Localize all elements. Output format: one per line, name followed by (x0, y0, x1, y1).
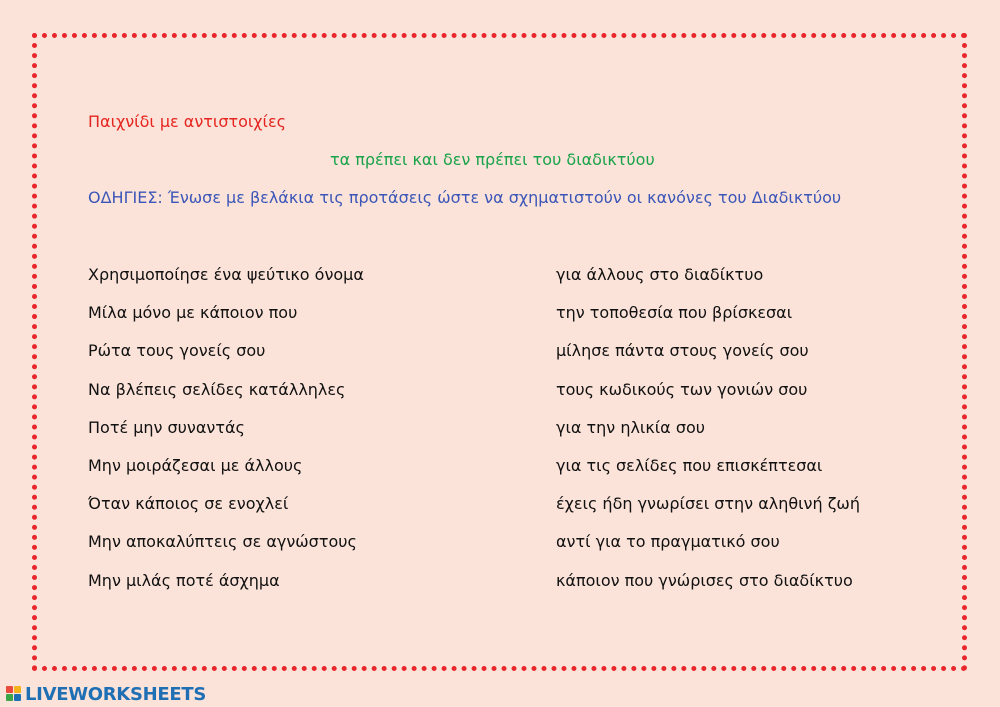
right-phrase-2[interactable]: την τοποθεσία που βρίσκεσαι (556, 303, 793, 323)
left-phrase-9[interactable]: Μην μιλάς ποτέ άσχημα (88, 570, 280, 590)
left-phrase-6[interactable]: Μην μοιράζεσαι με άλλους (88, 455, 303, 475)
liveworksheets-mark-icon (6, 686, 22, 702)
right-phrases-list (556, 263, 860, 607)
left-phrase-1[interactable]: Χρησιμοποίησε ένα ψεύτικο όνομα (88, 265, 364, 284)
right-phrase-4[interactable]: τους κωδικούς των γονιών σου (556, 379, 808, 399)
worksheet-title: Παιχνίδι με αντιστοιχίες (88, 112, 286, 131)
worksheet-subtitle: τα πρέπει και δεν πρέπει του διαδικτύου (330, 150, 655, 169)
right-phrase-7[interactable]: έχεις ήδη γνωρίσει στην αληθινή ζωή (556, 494, 860, 514)
left-phrase-7[interactable]: Όταν κάποιος σε ενοχλεί (88, 494, 289, 514)
left-phrase-5[interactable]: Ποτέ μην συναντάς (88, 417, 245, 437)
left-phrase-2[interactable]: Μίλα μόνο με κάποιον που (88, 303, 298, 323)
right-phrase-8[interactable]: αντί για το πραγματικό σου (556, 532, 780, 552)
left-phrase-3[interactable]: Ρώτα τους γονείς σου (88, 341, 266, 361)
worksheet-instructions: ΟΔΗΓΙΕΣ: Ένωσε με βελάκια τις προτάσεις ώστε να σχηματιστούν οι κανόνες του Διαδικτύου (88, 188, 842, 207)
right-phrase-9[interactable]: κάποιον που γνώρισες στο διαδίκτυο (556, 570, 853, 590)
liveworksheets-logo (6, 684, 206, 704)
left-phrases-list (88, 263, 364, 607)
left-phrase-4[interactable]: Να βλέπεις σελίδες κατάλληλες (88, 379, 346, 399)
right-phrase-6[interactable]: για τις σελίδες που επισκέπτεσαι (556, 455, 823, 475)
left-phrase-8[interactable]: Μην αποκαλύπτεις σε αγνώστους (88, 532, 357, 552)
right-phrase-1[interactable]: για άλλους στο διαδίκτυο (556, 265, 764, 284)
logo-text: LIVEWORKSHEETS (25, 683, 207, 705)
right-phrase-5[interactable]: για την ηλικία σου (556, 417, 705, 437)
right-phrase-3[interactable]: μίλησε πάντα στους γονείς σου (556, 341, 809, 361)
